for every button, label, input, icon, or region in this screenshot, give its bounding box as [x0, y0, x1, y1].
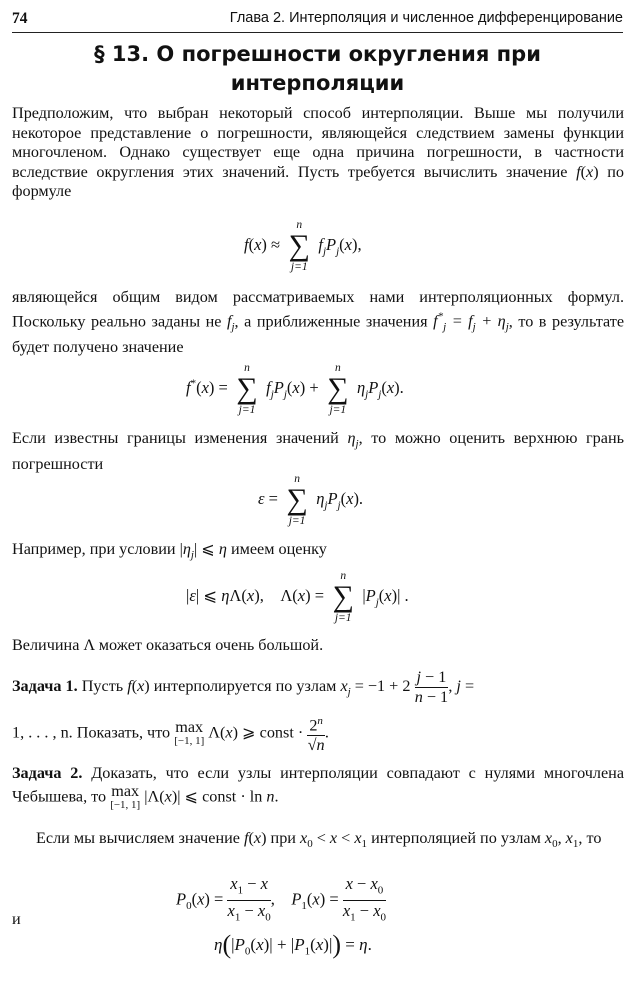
paragraph-2-text-c: , то в результате будет получено значение [12, 311, 625, 356]
paragraph-1-end: по формуле [12, 162, 625, 201]
formula-5: $P_0(x)$ = $\frac{x_1 - x}{x_1 - x_0}$ , $P_1(x)$ = $\frac{x - x_0}{x_1 - x_0}$ [176, 874, 387, 924]
task-1-line2: 1, . . . , n. Показать, что max [−1, 1] Λ(x) ⩾ const · $\frac{2^n}{√n}$ . [12, 712, 624, 755]
paragraph-2-text-b: , а приближенные значения [234, 311, 428, 330]
paragraph-6: Если мы вычисляем значение f(x) при $x_0 < x < x_1$ интерполяцией по узлам $x_0$, $x_1$, то [36, 829, 602, 851]
task-1-label: Задача 1. [12, 677, 78, 696]
section-title-line2: интерполяции [230, 71, 405, 95]
paragraph-1: Предположим, что выбран некоторый способ интерполяции. Выше мы получили некоторое представление о погрешности, являющейся следствием замены функции многочленом. Однако существует еще одна причина погрешности, в частности вследствие округления этих значений. Пусть требуется вычислить значение f(x) по формуле [12, 104, 625, 201]
page-number: 74 [12, 10, 28, 27]
paragraph-6-text-b: при [270, 829, 296, 847]
paragraph-3: Если известны границы изменения значений $\eta_j$, то можно оценить верхнюю грань погрешности [12, 429, 625, 473]
paragraph-4-text-b: имеем оценку [230, 540, 327, 558]
paragraph-2: являющейся общим видом рассматриваемых нами интерполяционных формул. Поскольку реально заданы не $f_j$, а приближенные значения $f^*_j = f_j + \eta_j$, то в результате будет получено значение [12, 288, 625, 356]
paragraph-4-text: Например, при условии [12, 540, 176, 558]
task-1: Задача 1. Пусть f(x) интерполируется по узлам $x_j = -1 + 2$ $\frac{j - 1}{n - 1}$ , j = [12, 668, 475, 706]
task-2: Задача 2. Доказать, что если узлы интерполяции совпадают с нулями многочлена Чебышева, то max [−1, 1] |Λ(x)| ⩽ const · ln n. [12, 764, 625, 811]
formula-3: ε = n ∑ j=1 $\eta_jP_j(x)$. [258, 473, 364, 527]
and-word: и [12, 910, 21, 928]
paragraph-6-text-c: интерполяцией по узлам [371, 829, 541, 847]
section-title-line1: § 13. О погрешности округления при [94, 42, 541, 66]
task-1-text-a: Пусть [81, 677, 124, 696]
running-header [12, 8, 623, 33]
paragraph-6-text-a: Если мы вычисляем значение [36, 829, 240, 847]
task-2-text: Доказать, что если узлы интерполяции совпадают с нулями многочлена Чебышева, то [12, 764, 625, 806]
task-1-text-b: интерполируется по узлам [153, 677, 337, 696]
formula-4: |ε| ⩽ ηΛ(x), Λ(x) = n ∑ j=1 $|P_j(x)|$ . [186, 570, 409, 624]
paragraph-3-text: Если известны границы изменения значений [12, 429, 339, 447]
formula-1: f(x) ≈ n ∑ j=1 $f_jP_j(x)$, [244, 219, 362, 273]
section-title [12, 40, 623, 98]
paragraph-5: Величина Λ может оказаться очень большой. [12, 636, 324, 654]
task-1-text-c: 1, . . . , n. Показать, что [12, 723, 171, 742]
paragraph-1-text: Предположим, что выбран некоторый способ интерполяции. Выше мы получили некоторое представление о погрешности, являющейся следствием замены функции многочленом. Однако существует еще одна причина погрешности, в частности вследствие округления этих значений. Пусть требуется вычислить значение [12, 104, 624, 181]
task-2-label: Задача 2. [12, 764, 83, 782]
formula-6: $\eta(|P_0(x)| + |P_1(x)|) = \eta$. [214, 930, 372, 959]
paragraph-4: Например, при условии $|\eta_j|$ ⩽ η имеем оценку [12, 540, 327, 562]
chapter-title: Глава 2. Интерполяция и численное дифференцирование [229, 10, 623, 26]
paragraph-3-text-b: , то можно оценить верхнюю грань погрешности [12, 429, 625, 473]
paragraph-6-text-d: , то [578, 829, 602, 847]
paragraph-2-text-a: являющейся общим видом рассматриваемых нами интерполяционных формул. Поскольку реально заданы не [12, 288, 624, 330]
formula-2: f*(x) = n ∑ j=1 $f_jP_j(x)$ + n ∑ j=1 $\eta_jP_j(x)$. [186, 362, 404, 416]
